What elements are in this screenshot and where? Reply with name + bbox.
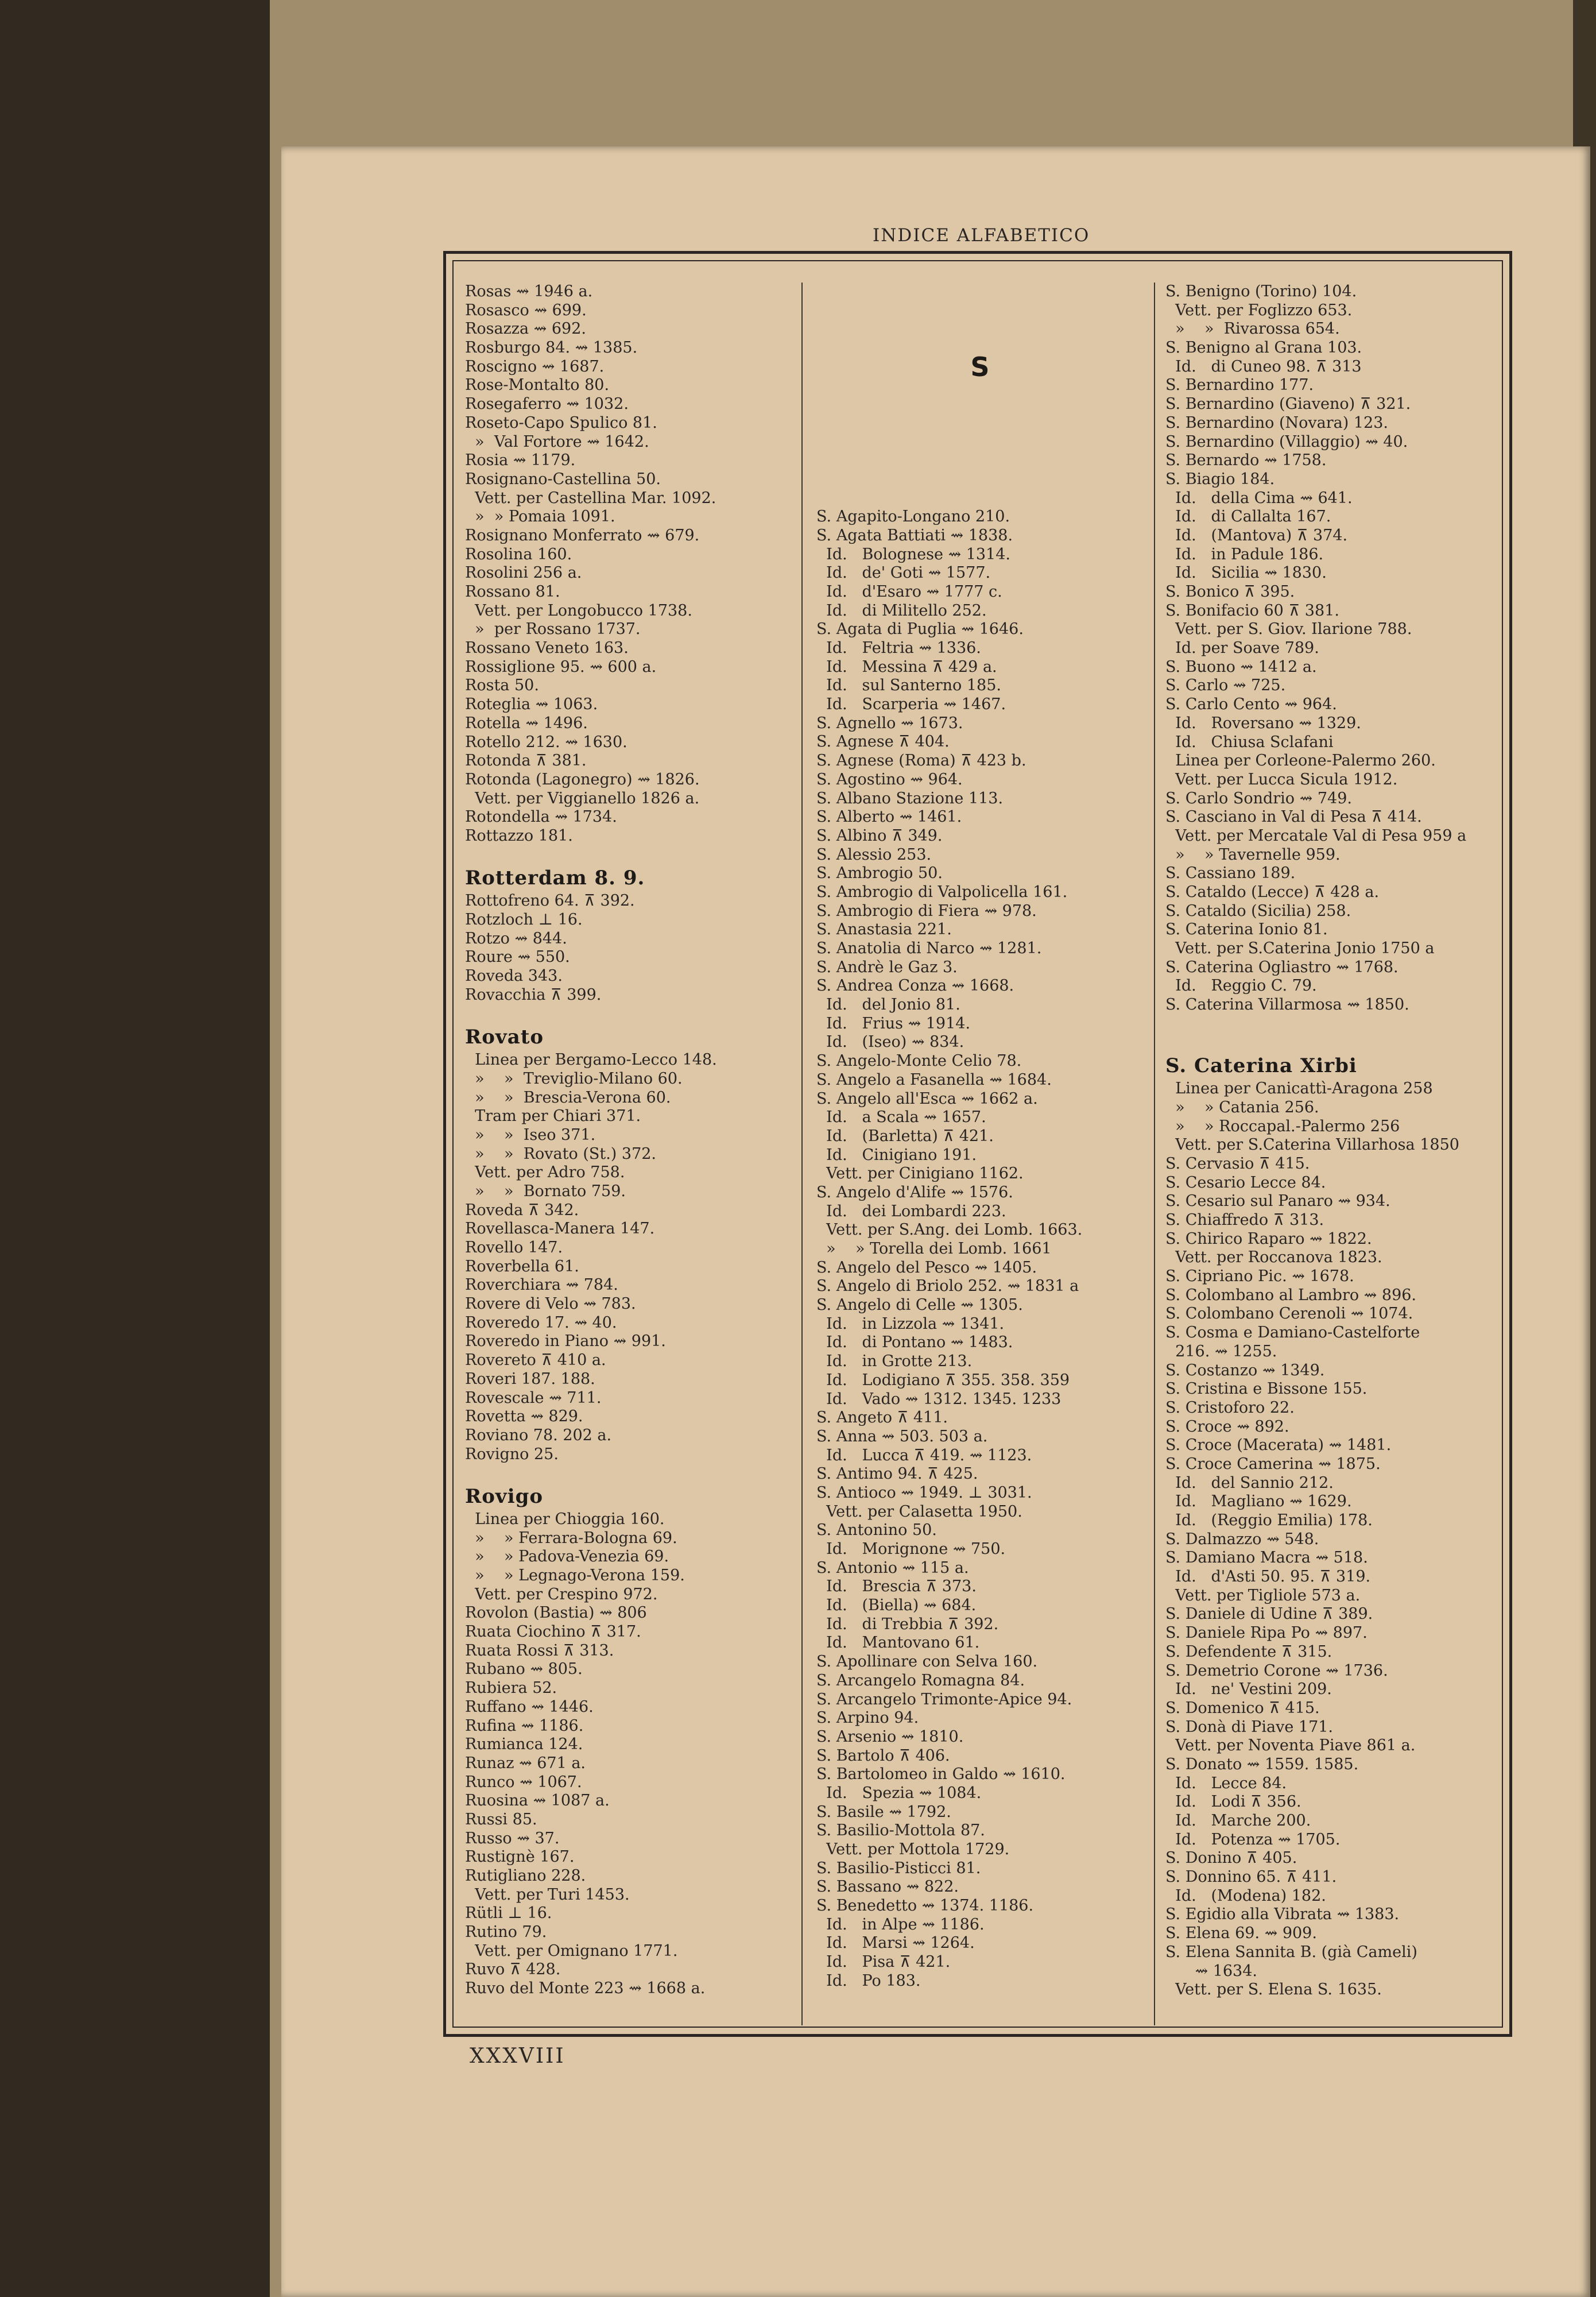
index-entry: Roscigno ⇝ 1687. <box>465 357 605 376</box>
index-entry: S. Caterina Ionio 81. <box>1165 921 1328 939</box>
index-entry: Vett. per Cinigiano 1162. <box>816 1165 1024 1183</box>
index-entry: Rovere di Velo ⇝ 783. <box>465 1295 636 1313</box>
index-entry: S. Antonio ⇝ 115 a. <box>816 1559 969 1577</box>
index-entry: S. Anatolia di Narco ⇝ 1281. <box>816 939 1042 957</box>
index-entry: Roseto-Capo Spulico 81. <box>465 413 657 432</box>
index-entry: S. Angelo a Fasanella ⇝ 1684. <box>816 1070 1052 1089</box>
index-entry: S. Bassano ⇝ 822. <box>816 1878 959 1896</box>
index-entry: S. Daniele di Udine ⊼ 389. <box>1165 1605 1373 1623</box>
index-entry: S. Bartolo ⊼ 406. <box>816 1746 950 1765</box>
index-entry: » » Catania 256. <box>1165 1098 1319 1116</box>
index-entry: Rovolon (Bastia) ⇝ 806 <box>465 1604 647 1622</box>
index-entry: S. Carlo Sondrio ⇝ 749. <box>1165 789 1352 807</box>
index-entry: S. Bernardino (Giaveno) ⊼ 321. <box>1165 395 1411 413</box>
index-entry: S. Donato ⇝ 1559. 1585. <box>1165 1755 1359 1773</box>
index-entry: S. Antimo 94. ⊼ 425. <box>816 1465 978 1483</box>
index-entry: Id. in Alpe ⇝ 1186. <box>816 1915 985 1933</box>
index-entry: S. Cesario Lecce 84. <box>1165 1173 1326 1192</box>
index-entry: ⇝ 1634. <box>1165 1962 1257 1980</box>
index-entry: Rotzo ⇝ 844. <box>465 929 567 948</box>
column-divider-2 <box>1154 283 1155 2025</box>
index-entry: S. Bernardino (Villaggio) ⇝ 40. <box>1165 432 1408 451</box>
index-entry: Rubano ⇝ 805. <box>465 1660 583 1679</box>
index-column-2 <box>816 283 1144 1991</box>
index-entry: Id. Bolognese ⇝ 1314. <box>816 545 1011 563</box>
index-entry: S. Alessio 253. <box>816 845 932 864</box>
index-entry: Roverbella 61. <box>465 1257 579 1275</box>
index-entry: S. Cosma e Damiano-Castelforte <box>1165 1324 1420 1342</box>
index-entry: S. Domenico ⊼ 415. <box>1165 1699 1320 1717</box>
index-entry: » » Bornato 759. <box>465 1182 626 1200</box>
index-entry: Id. (Barletta) ⊼ 421. <box>816 1127 994 1145</box>
section-letter: S <box>970 351 990 383</box>
index-entry: S. Angelo all'Esca ⇝ 1662 a. <box>816 1089 1038 1108</box>
index-entry: Id. in Grotte 213. <box>816 1352 973 1371</box>
index-entry: S. Chiaffredo ⊼ 313. <box>1165 1211 1324 1229</box>
spacer <box>816 395 1144 414</box>
index-entry: » » Rivarossa 654. <box>1165 320 1340 338</box>
index-entry: Russo ⇝ 37. <box>465 1829 560 1847</box>
index-entry: Id. Brescia ⊼ 373. <box>816 1577 977 1596</box>
index-entry: S. Caterina Villarmosa ⇝ 1850. <box>1165 996 1409 1014</box>
index-entry: Rosignano Monferrato ⇝ 679. <box>465 526 700 544</box>
index-entry: Runaz ⇝ 671 a. <box>465 1754 586 1772</box>
index-entry: Id. d'Asti 50. 95. ⊼ 319. <box>1165 1568 1371 1586</box>
index-entry: Rosia ⇝ 1179. <box>465 451 576 470</box>
index-entry: Roveredo 17. ⇝ 40. <box>465 1313 617 1332</box>
index-entry: Vett. per Foglizzo 653. <box>1165 301 1353 319</box>
index-entry: » » Brescia-Verona 60. <box>465 1088 671 1107</box>
index-entry: S. Croce ⇝ 892. <box>1165 1417 1289 1436</box>
index-entry: Rottofreno 64. ⊼ 392. <box>465 892 635 910</box>
index-entry: Ruffano ⇝ 1446. <box>465 1697 594 1716</box>
index-entry: Linea per Bergamo-Lecco 148. <box>465 1051 717 1069</box>
index-entry: » » Rovato (St.) 372. <box>465 1144 657 1163</box>
index-entry: Vett. per Viggianello 1826 a. <box>465 789 700 807</box>
index-entry: Roveri 187. 188. <box>465 1370 595 1388</box>
index-entry: » » Treviglio-Milano 60. <box>465 1069 683 1088</box>
index-entry: S. Cataldo (Sicilia) 258. <box>1165 902 1351 920</box>
index-entry: Id. di Militello 252. <box>816 601 987 620</box>
index-entry: » per Rossano 1737. <box>465 620 641 639</box>
spacer <box>816 432 1144 451</box>
index-entry: Rotonda ⊼ 381. <box>465 752 587 770</box>
index-entry: S. Apollinare con Selva 160. <box>816 1653 1038 1671</box>
index-entry: Ruata Rossi ⊼ 313. <box>465 1641 614 1660</box>
index-entry: Vett. per Mercatale Val di Pesa 959 a <box>1165 826 1467 845</box>
index-entry: Id. Spezia ⇝ 1084. <box>816 1784 982 1802</box>
index-entry: S. Basilio-Mottola 87. <box>816 1822 985 1840</box>
index-entry: Ruvo ⊼ 428. <box>465 1960 561 1979</box>
index-entry: S. Angelo di Briolo 252. ⇝ 1831 a <box>816 1277 1079 1296</box>
index-entry: 216. ⇝ 1255. <box>1165 1342 1277 1360</box>
index-entry: Id. (Reggio Emilia) 178. <box>1165 1511 1373 1529</box>
index-entry: Rosolina 160. <box>465 545 572 563</box>
index-entry: S. Angelo di Celle ⇝ 1305. <box>816 1296 1023 1314</box>
index-entry: Id. Potenza ⇝ 1705. <box>1165 1830 1341 1849</box>
index-entry: Vett. per Longobucco 1738. <box>465 601 692 620</box>
index-entry: Id. Lecce 84. <box>1165 1774 1287 1792</box>
index-entry: Id. Lodi ⊼ 356. <box>1165 1793 1301 1811</box>
index-entry: S. Antioco ⇝ 1949. ⊥ 3031. <box>816 1483 1032 1502</box>
index-entry: Rustignè 167. <box>465 1848 575 1866</box>
index-entry: Id. (Iseo) ⇝ 834. <box>816 1033 964 1051</box>
index-entry: Id. Sicilia ⇝ 1830. <box>1165 564 1327 582</box>
index-entry: Rosazza ⇝ 692. <box>465 320 586 338</box>
index-entry: S. Ambrogio di Valpolicella 161. <box>816 883 1068 901</box>
index-entry: S. Caterina Ogliastro ⇝ 1768. <box>1165 958 1399 976</box>
index-entry: Id. dei Lombardi 223. <box>816 1202 1006 1220</box>
section-heading: S. Caterina Xirbi <box>1165 1054 1357 1078</box>
index-entry: Id. Roversano ⇝ 1329. <box>1165 714 1361 732</box>
page-folio: XXXVIII <box>470 2044 565 2068</box>
index-entry: Id. in Lizzola ⇝ 1341. <box>816 1314 1005 1333</box>
index-entry: Rubiera 52. <box>465 1679 557 1697</box>
index-entry: Linea per Canicattì-Aragona 258 <box>1165 1080 1433 1098</box>
index-entry: S. Cipriano Pic. ⇝ 1678. <box>1165 1267 1354 1286</box>
index-entry: Rosignano-Castellina 50. <box>465 470 661 488</box>
index-entry: Id. in Padule 186. <box>1165 545 1324 563</box>
index-entry: S. Agnello ⇝ 1673. <box>816 714 963 732</box>
index-entry: Id. d'Esaro ⇝ 1777 c. <box>816 582 1002 601</box>
index-entry: Id. Feltria ⇝ 1336. <box>816 639 981 657</box>
index-entry: Rosolini 256 a. <box>465 564 582 582</box>
index-entry: » » Iseo 371. <box>465 1126 596 1144</box>
spacer <box>816 301 1144 320</box>
index-entry: S. Andrea Conza ⇝ 1668. <box>816 977 1014 995</box>
spacer <box>816 451 1144 470</box>
index-entry: S. Benedetto ⇝ 1374. 1186. <box>816 1897 1034 1915</box>
index-entry: S. Buono ⇝ 1412 a. <box>1165 658 1317 676</box>
index-entry: Rosta 50. <box>465 676 539 695</box>
index-entry: Vett. per Calasetta 1950. <box>816 1502 1022 1521</box>
index-entry: Id. ne' Vestini 209. <box>1165 1680 1332 1699</box>
index-entry: S. Colombano Cerenoli ⇝ 1074. <box>1165 1305 1413 1323</box>
index-entry: Tram per Chiari 371. <box>465 1107 641 1126</box>
index-entry: Vett. per Omignano 1771. <box>465 1942 678 1960</box>
index-entry: Rovacchia ⊼ 399. <box>465 985 602 1004</box>
book-binding-shadow <box>0 0 270 2297</box>
index-entry: S. Agnese ⊼ 404. <box>816 733 950 751</box>
index-entry: S. Carlo ⇝ 725. <box>1165 676 1286 695</box>
index-entry: Vett. per S.Caterina Villarhosa 1850 <box>1165 1136 1459 1154</box>
index-entry: S. Casciano in Val di Pesa ⊼ 414. <box>1165 808 1422 826</box>
index-entry: Id. sul Santerno 185. <box>816 676 1001 695</box>
index-entry: Vett. per S.Caterina Jonio 1750 a <box>1165 939 1435 958</box>
index-entry: Vett. per Lucca Sicula 1912. <box>1165 770 1398 788</box>
spacer <box>465 1004 787 1023</box>
index-entry: Vett. per Adro 758. <box>465 1163 625 1182</box>
spacer <box>1165 1034 1504 1053</box>
index-entry: » » Legnago-Verona 159. <box>465 1567 685 1584</box>
index-entry: » » Torella dei Lomb. 1661 <box>816 1240 1052 1258</box>
index-entry: Linea per Chioggia 160. <box>465 1510 665 1528</box>
index-entry: Rovello 147. <box>465 1239 563 1256</box>
index-entry: S. Cristoforo 22. <box>1165 1398 1295 1417</box>
index-entry: Roteglia ⇝ 1063. <box>465 695 598 714</box>
index-column-3 <box>1165 283 1504 2000</box>
index-entry: Rovigno 25. <box>465 1445 559 1463</box>
index-entry: » » Roccapal.-Palermo 256 <box>1165 1117 1400 1135</box>
index-entry: Id. Lucca ⊼ 419. ⇝ 1123. <box>816 1446 1032 1464</box>
index-entry: Id. Lodigiano ⊼ 355. 358. 359 <box>816 1371 1070 1389</box>
index-entry: Id. di Cuneo 98. ⊼ 313 <box>1165 357 1362 376</box>
spacer <box>465 1464 787 1483</box>
index-entry: S. Donà di Piave 171. <box>1165 1718 1334 1736</box>
index-entry: Id. del Jonio 81. <box>816 996 960 1014</box>
column-divider-1 <box>801 283 803 2025</box>
index-column-1 <box>465 283 787 1998</box>
index-entry: S. Elena 69. ⇝ 909. <box>1165 1924 1317 1943</box>
index-entry: Id. di Callalta 167. <box>1165 508 1331 526</box>
section-heading: Rotterdam 8. 9. <box>465 867 645 890</box>
index-entry: » » Padova-Venezia 69. <box>465 1548 669 1566</box>
index-entry: S. Arcangelo Romagna 84. <box>816 1671 1025 1689</box>
index-entry: Vett. per S. Elena S. 1635. <box>1165 1981 1382 1999</box>
index-entry: Rose-Montalto 80. <box>465 376 610 395</box>
index-entry: S. Croce (Macerata) ⇝ 1481. <box>1165 1436 1392 1455</box>
index-entry: Linea per Corleone-Palermo 260. <box>1165 752 1436 770</box>
index-entry: S. Basile ⇝ 1792. <box>816 1803 951 1821</box>
index-entry: S. Arpino 94. <box>816 1709 919 1727</box>
index-entry: S. Bernardino (Novara) 123. <box>1165 413 1388 432</box>
index-entry: S. Cesario sul Panaro ⇝ 934. <box>1165 1192 1390 1211</box>
index-entry: Id. Reggio C. 79. <box>1165 977 1317 995</box>
index-entry: S. Arsenio ⇝ 1810. <box>816 1727 964 1746</box>
index-entry: Vett. per Roccanova 1823. <box>1165 1248 1382 1267</box>
index-entry: Id. Cinigiano 191. <box>816 1146 977 1164</box>
index-entry: S. Agostino ⇝ 964. <box>816 770 963 788</box>
index-entry: S. Agata Battiati ⇝ 1838. <box>816 526 1013 544</box>
index-entry: Rotonda (Lagonegro) ⇝ 1826. <box>465 770 700 788</box>
index-entry: S. Egidio alla Vibrata ⇝ 1383. <box>1165 1905 1400 1924</box>
index-entry: Id. Po 183. <box>816 1971 921 1990</box>
index-entry: Rotella ⇝ 1496. <box>465 714 588 732</box>
index-entry: Id. (Biella) ⇝ 684. <box>816 1596 977 1615</box>
index-entry: Id. Mantovano 61. <box>816 1634 980 1652</box>
index-entry: S. Croce Camerina ⇝ 1875. <box>1165 1455 1381 1473</box>
index-entry: Id. del Sannio 212. <box>1165 1474 1334 1492</box>
index-entry: Id. (Modena) 182. <box>1165 1886 1326 1905</box>
index-entry: S. Benigno (Torino) 104. <box>1165 283 1357 300</box>
index-entry: S. Albano Stazione 113. <box>816 789 1004 807</box>
index-entry: S. Elena Sannita B. (già Cameli) <box>1165 1943 1417 1961</box>
index-entry: Rovescale ⇝ 711. <box>465 1389 602 1407</box>
index-entry: Roviano 78. 202 a. <box>465 1426 612 1444</box>
index-entry: Rovetta ⇝ 829. <box>465 1407 583 1426</box>
index-entry: Roveda ⊼ 342. <box>465 1201 579 1219</box>
index-entry: Id. per Soave 789. <box>1165 639 1319 658</box>
index-entry: Vett. per Turi 1453. <box>465 1885 630 1904</box>
index-entry: S. Cassiano 189. <box>1165 864 1296 883</box>
index-entry: S. Dalmazzo ⇝ 548. <box>1165 1530 1319 1548</box>
index-entry: Rutigliano 228. <box>465 1867 586 1885</box>
index-entry: Id. Morignone ⇝ 750. <box>816 1540 1006 1558</box>
index-entry: Roveda 343. <box>465 967 563 985</box>
index-entry: S. Biagio 184. <box>1165 470 1275 488</box>
index-entry: Vett. per S.Ang. dei Lomb. 1663. <box>816 1221 1083 1239</box>
index-entry: Id. Vado ⇝ 1312. 1345. 1233 <box>816 1390 1062 1408</box>
index-entry: Rotondella ⇝ 1734. <box>465 808 617 826</box>
index-entry: S. Bonifacio 60 ⊼ 381. <box>1165 601 1339 620</box>
index-entry: S. Donnino 65. ⊼ 411. <box>1165 1868 1337 1886</box>
index-entry: Runco ⇝ 1067. <box>465 1773 582 1791</box>
section-heading: Rovato <box>465 1026 544 1049</box>
index-entry: Rossano 81. <box>465 583 560 601</box>
index-entry: S. Benigno al Grana 103. <box>1165 339 1362 357</box>
index-entry: Rosburgo 84. ⇝ 1385. <box>465 339 638 357</box>
index-entry: S. Alberto ⇝ 1461. <box>816 808 962 826</box>
index-entry: S. Antonino 50. <box>816 1521 937 1540</box>
index-entry: Ruvo del Monte 223 ⇝ 1668 a. <box>465 1979 706 1998</box>
spacer <box>1165 1015 1504 1034</box>
index-entry: S. Agata di Puglia ⇝ 1646. <box>816 620 1024 639</box>
index-entry: S. Bonico ⊼ 395. <box>1165 583 1295 601</box>
index-entry: Id. Frius ⇝ 1914. <box>816 1014 971 1033</box>
index-entry: S. Defendente ⊼ 315. <box>1165 1642 1332 1661</box>
index-entry: Id. della Cima ⇝ 641. <box>1165 489 1353 507</box>
index-entry: Rossano Veneto 163. <box>465 639 629 658</box>
index-entry: S. Angeto ⊼ 411. <box>816 1409 948 1427</box>
index-entry: Id. di Pontano ⇝ 1483. <box>816 1333 1013 1352</box>
index-entry: S. Chirico Raparo ⇝ 1822. <box>1165 1229 1372 1248</box>
index-entry: Id. Scarperia ⇝ 1467. <box>816 695 1006 714</box>
index-entry: Ruosina ⇝ 1087 a. <box>465 1792 610 1810</box>
index-entry: » » Pomaia 1091. <box>465 508 615 526</box>
index-entry: S. Angelo-Monte Celio 78. <box>816 1052 1022 1070</box>
index-entry: Vett. per Tigliole 573 a. <box>1165 1586 1361 1604</box>
index-entry: S. Albino ⊼ 349. <box>816 826 943 845</box>
index-entry: Rufina ⇝ 1186. <box>465 1716 584 1735</box>
index-entry: Roure ⇝ 550. <box>465 948 570 966</box>
index-entry: » Val Fortore ⇝ 1642. <box>465 432 649 451</box>
index-entry: Id. a Scala ⇝ 1657. <box>816 1108 986 1127</box>
index-entry: Rumianca 124. <box>465 1735 583 1754</box>
index-entry: S. Ambrogio 50. <box>816 864 943 883</box>
index-entry: Rotzloch ⊥ 16. <box>465 911 583 929</box>
section-heading: Rovigo <box>465 1484 544 1508</box>
index-entry: S. Cataldo (Lecce) ⊼ 428 a. <box>1165 883 1380 901</box>
index-entry: Roveredo in Piano ⇝ 991. <box>465 1332 666 1351</box>
index-entry: S. Demetrio Corone ⇝ 1736. <box>1165 1661 1388 1680</box>
index-entry: S. Carlo Cento ⇝ 964. <box>1165 695 1337 714</box>
index-entry: S. Basilio-Pisticci 81. <box>816 1859 981 1877</box>
index-entry: S. Arcangelo Trimonte-Apice 94. <box>816 1690 1072 1708</box>
running-title: INDICE ALFABETICO <box>873 225 1090 246</box>
index-entry: Rottazzo 181. <box>465 826 573 845</box>
index-entry: Id. Pisa ⊼ 421. <box>816 1953 951 1971</box>
index-entry: Rütli ⊥ 16. <box>465 1904 552 1923</box>
index-entry: S. Donino ⊼ 405. <box>1165 1849 1297 1867</box>
index-entry: S. Daniele Ripa Po ⇝ 897. <box>1165 1624 1368 1642</box>
index-entry: S. Cristina e Bissone 155. <box>1165 1380 1368 1398</box>
spacer <box>816 320 1144 339</box>
index-entry: Vett. per Noventa Piave 861 a. <box>1165 1737 1416 1755</box>
index-entry: S. Andrè le Gaz 3. <box>816 958 958 976</box>
index-entry: S. Angelo del Pesco ⇝ 1405. <box>816 1258 1037 1277</box>
spacer <box>465 846 787 865</box>
index-entry: Id. Marche 200. <box>1165 1812 1311 1830</box>
index-entry: S. Damiano Macra ⇝ 518. <box>1165 1549 1368 1567</box>
spacer <box>816 414 1144 433</box>
index-entry: Id. Marsi ⇝ 1264. <box>816 1934 975 1952</box>
index-entry: S. Angelo d'Alife ⇝ 1576. <box>816 1183 1013 1201</box>
index-entry: Rovereto ⊼ 410 a. <box>465 1351 606 1370</box>
spacer <box>816 470 1144 489</box>
index-entry: Vett. per Crespino 972. <box>465 1585 658 1603</box>
index-entry: Id. (Mantova) ⊼ 374. <box>1165 526 1348 544</box>
index-entry: S. Bernardino 177. <box>1165 376 1314 395</box>
index-entry: Rosas ⇝ 1946 a. <box>465 283 593 300</box>
index-entry: S. Costanzo ⇝ 1349. <box>1165 1361 1325 1379</box>
index-entry: Rutino 79. <box>465 1923 547 1942</box>
index-entry: S. Ambrogio di Fiera ⇝ 978. <box>816 902 1037 920</box>
index-entry: Rossiglione 95. ⇝ 600 a. <box>465 658 657 676</box>
index-entry: » » Ferrara-Bologna 69. <box>465 1529 677 1547</box>
index-entry: Ruata Ciochino ⊼ 317. <box>465 1623 641 1641</box>
index-entry: Rosegaferro ⇝ 1032. <box>465 395 629 413</box>
index-entry: Id. de' Goti ⇝ 1577. <box>816 564 991 582</box>
index-entry: Id. Chiusa Sclafani <box>1165 733 1334 751</box>
index-entry: S. Anastasia 221. <box>816 921 952 939</box>
index-entry: S. Colombano al Lambro ⇝ 896. <box>1165 1286 1417 1304</box>
index-entry: S. Cervasio ⊼ 415. <box>1165 1154 1310 1173</box>
spacer <box>816 283 1144 301</box>
index-entry: Vett. per S. Giov. Ilarione 788. <box>1165 620 1412 639</box>
index-entry: S. Agnese (Roma) ⊼ 423 b. <box>816 752 1026 770</box>
index-entry: Id. Magliano ⇝ 1629. <box>1165 1492 1352 1511</box>
index-entry: Vett. per Mottola 1729. <box>816 1840 1010 1858</box>
index-entry: » » Tavernelle 959. <box>1165 845 1341 864</box>
index-entry: Rosasco ⇝ 699. <box>465 301 587 319</box>
index-entry: S. Agapito-Longano 210. <box>816 508 1010 526</box>
index-entry: S. Bernardo ⇝ 1758. <box>1165 451 1327 470</box>
index-entry: Rovellasca-Manera 147. <box>465 1220 655 1238</box>
index-entry: Id. Messina ⊼ 429 a. <box>816 658 997 676</box>
index-entry: Id. di Trebbia ⊼ 392. <box>816 1615 999 1633</box>
index-entry: Russi 85. <box>465 1810 537 1828</box>
index-entry: S. Bartolomeo in Galdo ⇝ 1610. <box>816 1765 1066 1784</box>
index-entry: S. Anna ⇝ 503. 503 a. <box>816 1427 988 1445</box>
spacer <box>816 489 1144 508</box>
index-entry: Vett. per Castellina Mar. 1092. <box>465 489 716 507</box>
index-entry: Rotello 212. ⇝ 1630. <box>465 733 627 751</box>
index-entry: Roverchiara ⇝ 784. <box>465 1276 618 1294</box>
